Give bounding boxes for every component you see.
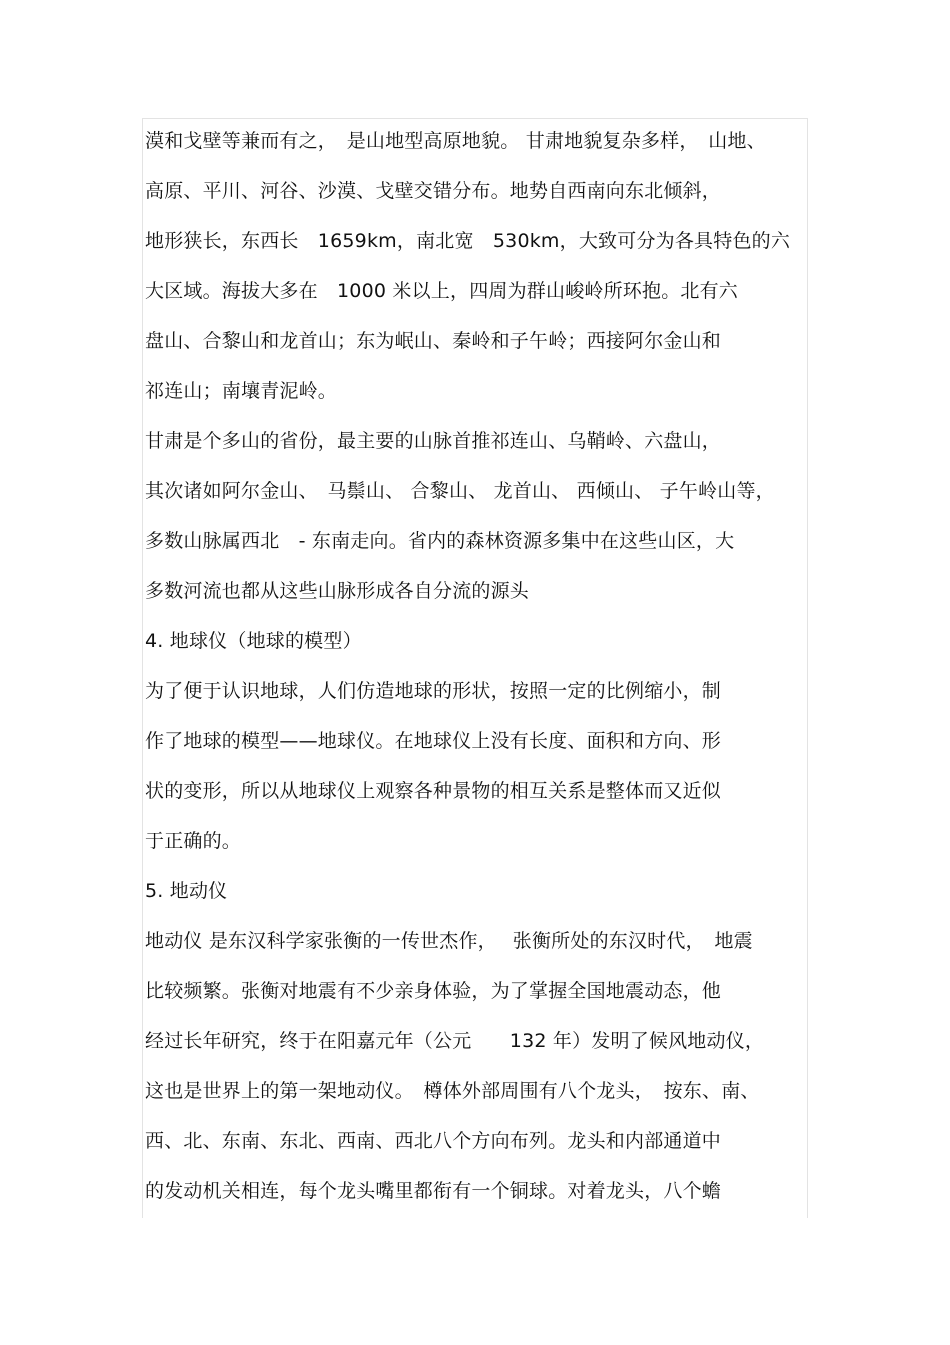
text-line: 的发动机关相连，每个龙头嘴里都衔有一个铜球。对着龙头，八个蟾 <box>145 1180 722 1202</box>
text-line: 状的变形，所以从地球仪上观察各种景物的相互关系是整体而又近似 <box>145 780 722 802</box>
text-line: 西、北、东南、东北、西南、西北八个方向布列。龙头和内部通道中 <box>145 1130 722 1152</box>
text-line: 经过长年研究，终于在阳嘉元年（公元 132 年）发明了候风地动仪， <box>145 1030 765 1052</box>
section-heading: 5. 地动仪 <box>145 880 228 902</box>
text-line: 甘肃是个多山的省份，最主要的山脉首推祁连山、乌鞘岭、六盘山， <box>145 430 722 452</box>
text-line: 于正确的。 <box>145 830 242 852</box>
text-line: 作了地球的模型——地球仪。在地球仪上没有长度、面积和方向、形 <box>145 730 722 752</box>
text-line: 多数河流也都从这些山脉形成各自分流的源头 <box>145 580 530 602</box>
text-line: 比较频繁。张衡对地震有不少亲身体验，为了掌握全国地震动态，他 <box>145 980 722 1002</box>
text-line: 漠和戈壁等兼而有之， 是山地型高原地貌。 甘肃地貌复杂多样， 山地、 <box>145 130 766 152</box>
section-heading: 4. 地球仪（地球的模型） <box>145 630 362 652</box>
text-line: 其次诸如阿尔金山、 马鬃山、 合黎山、 龙首山、 西倾山、 子午岭山等， <box>145 480 775 502</box>
text-line: 高原、平川、河谷、沙漠、戈壁交错分布。地势自西南向东北倾斜， <box>145 180 722 202</box>
text-line: 为了便于认识地球，人们仿造地球的形状，按照一定的比例缩小，制 <box>145 680 722 702</box>
text-line: 多数山脉属西北 - 东南走向。省内的森林资源多集中在这些山区，大 <box>145 530 735 552</box>
text-line: 祁连山；南壤青泥岭。 <box>145 380 338 402</box>
text-line: 地形狭长，东西长 1659km，南北宽 530km，大致可分为各具特色的六 <box>145 230 791 252</box>
text-line: 这也是世界上的第一架地动仪。 樽体外部周围有八个龙头， 按东、南、 <box>145 1080 760 1102</box>
text-line: 盘山、合黎山和龙首山；东为岷山、秦岭和子午岭；西接阿尔金山和 <box>145 330 722 352</box>
text-line: 大区域。海拔大多在 1000 米以上，四周为群山峻岭所环抱。北有六 <box>145 280 738 302</box>
text-line: 地动仪 是东汉科学家张衡的一传世杰作， 张衡所处的东汉时代， 地震 <box>145 930 753 952</box>
